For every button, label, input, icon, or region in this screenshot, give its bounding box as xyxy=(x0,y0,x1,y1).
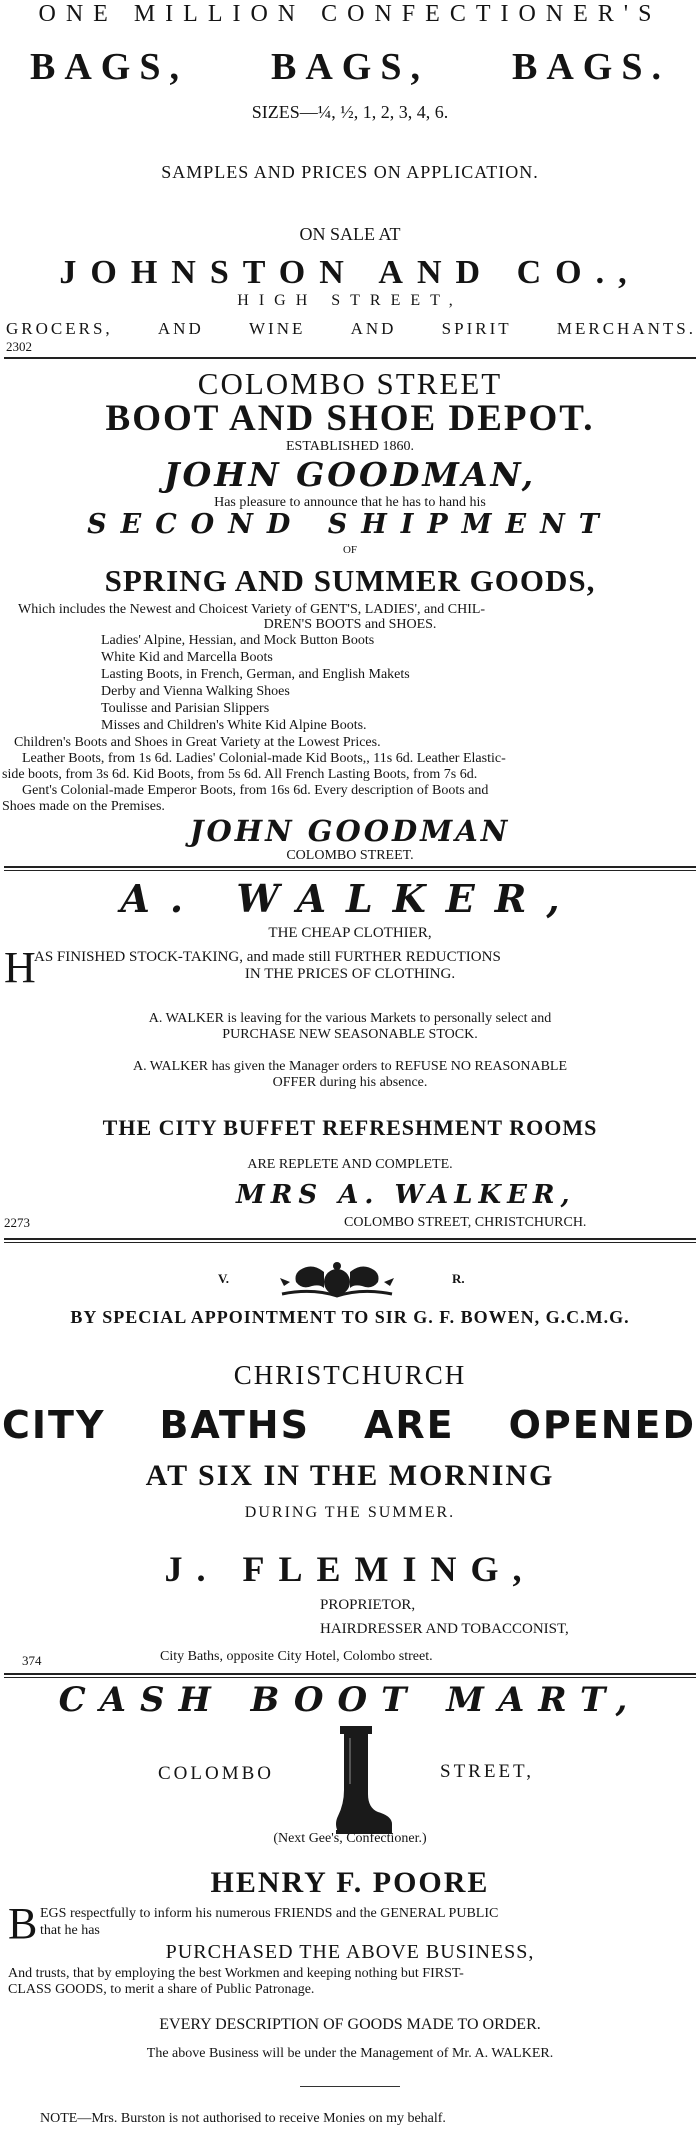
second-shipment: SECOND SHIPMENT xyxy=(87,509,613,540)
trade-word: MERCHANTS. xyxy=(556,319,696,338)
list-item: White Kid and Marcella Boots xyxy=(101,650,273,665)
henry-poore-name: HENRY F. POORE xyxy=(210,1866,490,1899)
goodman-name: JOHN GOODMAN, xyxy=(163,455,537,494)
replete-line: ARE REPLETE AND COMPLETE. xyxy=(247,1157,453,1172)
price-line: side boots, from 3s 6d. Kid Boots, from 5s 6d. All French Lasting Boots, from 7s 6d. xyxy=(2,767,478,782)
cash-boot-mart-title: CASH BOOT MART, xyxy=(58,1680,642,1720)
advert-number: 374 xyxy=(22,1653,42,1668)
advert-number: 2302 xyxy=(6,339,32,354)
royal-cipher-v: V. xyxy=(218,1271,229,1286)
stocktaking-line: IN THE PRICES OF CLOTHING. xyxy=(244,966,456,982)
of-line: OF xyxy=(342,544,358,556)
bags-headline: ONE MILLION CONFECTIONER'S xyxy=(38,1,662,27)
trade-word: AND xyxy=(157,319,204,338)
christchurch-heading: CHRISTCHURCH xyxy=(233,1360,467,1390)
list-item: Misses and Children's White Kid Alpine Boots. xyxy=(101,718,367,733)
manager-line: A. WALKER has given the Manager orders to REFUSE NO REASONABLE xyxy=(132,1059,568,1074)
samples-line: SAMPLES AND PRICES ON APPLICATION. xyxy=(161,162,539,182)
list-item: Toulisse and Parisian Slippers xyxy=(101,701,270,716)
short-rule xyxy=(300,2086,400,2087)
special-appointment: BY SPECIAL APPOINTMENT TO SIR G. F. BOWEN, G.C.M.G. xyxy=(70,1307,630,1327)
column-rule xyxy=(4,1673,696,1678)
during-summer: DURING THE SUMMER. xyxy=(244,1504,456,1521)
colombo-word: COLOMBO xyxy=(158,1763,275,1784)
includes-line: Which includes the Newest and Choicest Variety of GENT'S, LADIES', and CHIL- xyxy=(18,602,486,617)
trusts-line: And trusts, that by employing the best Workmen and keeping nothing but FIRST- xyxy=(8,1966,464,1981)
trade-word: SPIRIT xyxy=(441,319,512,338)
advert-number: 2273 xyxy=(4,1215,30,1230)
johnston-firm-name: JOHNSTON AND CO., xyxy=(59,254,641,291)
every-description: EVERY DESCRIPTION OF GOODS MADE TO ORDER. xyxy=(159,2016,541,2033)
trusts-line: CLASS GOODS, to merit a share of Public Patronage. xyxy=(8,1982,315,1997)
column-rule xyxy=(4,357,696,359)
management-line: The above Business will be under the Management of Mr. A. WALKER. xyxy=(146,2046,554,2061)
list-item: Derby and Vienna Walking Shoes xyxy=(101,684,290,699)
city-baths-opened xyxy=(2,1403,696,1447)
cheap-clothier: THE CHEAP CLOTHIER, xyxy=(268,925,432,941)
drop-capital: H xyxy=(4,943,36,992)
bags-word: BAGS, xyxy=(30,46,188,88)
bags-banner xyxy=(30,48,670,86)
on-sale-at: ON SALE AT xyxy=(299,224,401,244)
children-line: Children's Boots and Shoes in Great Variety at the Lowest Prices. xyxy=(14,735,381,750)
depot-heading: BOOT AND SHOE DEPOT. xyxy=(105,398,595,439)
price-line: Shoes made on the Premises. xyxy=(2,799,165,814)
purchased-business: PURCHASED THE ABOVE BUSINESS, xyxy=(165,1941,535,1963)
six-in-morning: AT SIX IN THE MORNING xyxy=(145,1459,555,1492)
walker-name: A. WALKER, xyxy=(120,876,580,921)
trade-line xyxy=(6,320,696,337)
headline-word: ARE xyxy=(363,1403,455,1447)
manager-line: OFFER during his absence. xyxy=(272,1075,428,1090)
trade-word: AND xyxy=(350,319,397,338)
price-line: Gent's Colonial-made Emperor Boots, from 16s 6d. Every description of Boots and xyxy=(22,783,489,798)
burston-note: NOTE—Mrs. Burston is not authorised to receive Monies on my behalf. xyxy=(40,2111,446,2126)
goodman-signature: JOHN GOODMAN xyxy=(189,814,511,848)
headline-word: CITY xyxy=(2,1403,106,1447)
bags-word: BAGS. xyxy=(512,46,670,88)
spring-summer-goods: SPRING AND SUMMER GOODS, xyxy=(104,563,596,598)
pleasure-line: Has pleasure to announce that he has to hand his xyxy=(214,495,486,510)
begs-line: EGS respectfully to inform his numerous FRIENDS and the GENERAL PUBLIC xyxy=(40,1906,499,1921)
list-item: Lasting Boots, in French, German, and English Makets xyxy=(101,667,410,682)
city-buffet-heading: THE CITY BUFFET REFRESHMENT ROOMS xyxy=(102,1115,598,1140)
drop-capital: B xyxy=(8,1899,38,1948)
royal-cipher-r: R. xyxy=(452,1271,465,1286)
bags-word: BAGS, xyxy=(271,46,429,88)
high-street: HIGH STREET, xyxy=(237,292,463,309)
royal-arms-icon xyxy=(272,1260,402,1300)
next-gees: (Next Gee's, Confectioner.) xyxy=(273,1831,427,1846)
hairdresser-line: HAIRDRESSER AND TOBACCONIST, xyxy=(320,1621,569,1637)
street-word: STREET, xyxy=(440,1761,535,1782)
column-rule xyxy=(4,1238,696,1243)
headline-word: OPENED xyxy=(508,1403,696,1447)
trade-word: GROCERS, xyxy=(6,319,113,338)
boot-icon xyxy=(326,1724,396,1836)
walker-address: COLOMBO STREET, CHRISTCHURCH. xyxy=(344,1215,587,1230)
markets-line: A. WALKER is leaving for the various Markets to personally select and xyxy=(148,1011,552,1026)
baths-address: City Baths, opposite City Hotel, Colombo street. xyxy=(160,1649,433,1664)
mrs-walker-name: MRS A. WALKER, xyxy=(236,1180,576,1210)
stocktaking-line: AS FINISHED STOCK-TAKING, and made still FURTHER REDUCTIONS xyxy=(34,949,501,965)
list-item: Ladies' Alpine, Hessian, and Mock Button Boots xyxy=(101,633,375,648)
goodman-street: COLOMBO STREET. xyxy=(286,848,414,863)
trade-word: WINE xyxy=(248,319,306,338)
column-rule xyxy=(4,866,696,871)
price-line: Leather Boots, from 1s 6d. Ladies' Colonial-made Kid Boots,, 11s 6d. Leather Elastic- xyxy=(22,751,506,766)
includes-line: DREN'S BOOTS and SHOES. xyxy=(263,617,437,632)
colombo-street-heading: COLOMBO STREET xyxy=(197,366,503,401)
bag-sizes: SIZES—¼, ½, 1, 2, 3, 4, 6. xyxy=(251,102,449,122)
begs-line: that he has xyxy=(40,1923,100,1938)
established-line: ESTABLISHED 1860. xyxy=(286,439,414,454)
markets-line: PURCHASE NEW SEASONABLE STOCK. xyxy=(222,1027,478,1042)
proprietor-line: PROPRIETOR, xyxy=(320,1597,416,1613)
fleming-name: J. FLEMING, xyxy=(164,1549,536,1589)
headline-word: BATHS xyxy=(159,1403,310,1447)
